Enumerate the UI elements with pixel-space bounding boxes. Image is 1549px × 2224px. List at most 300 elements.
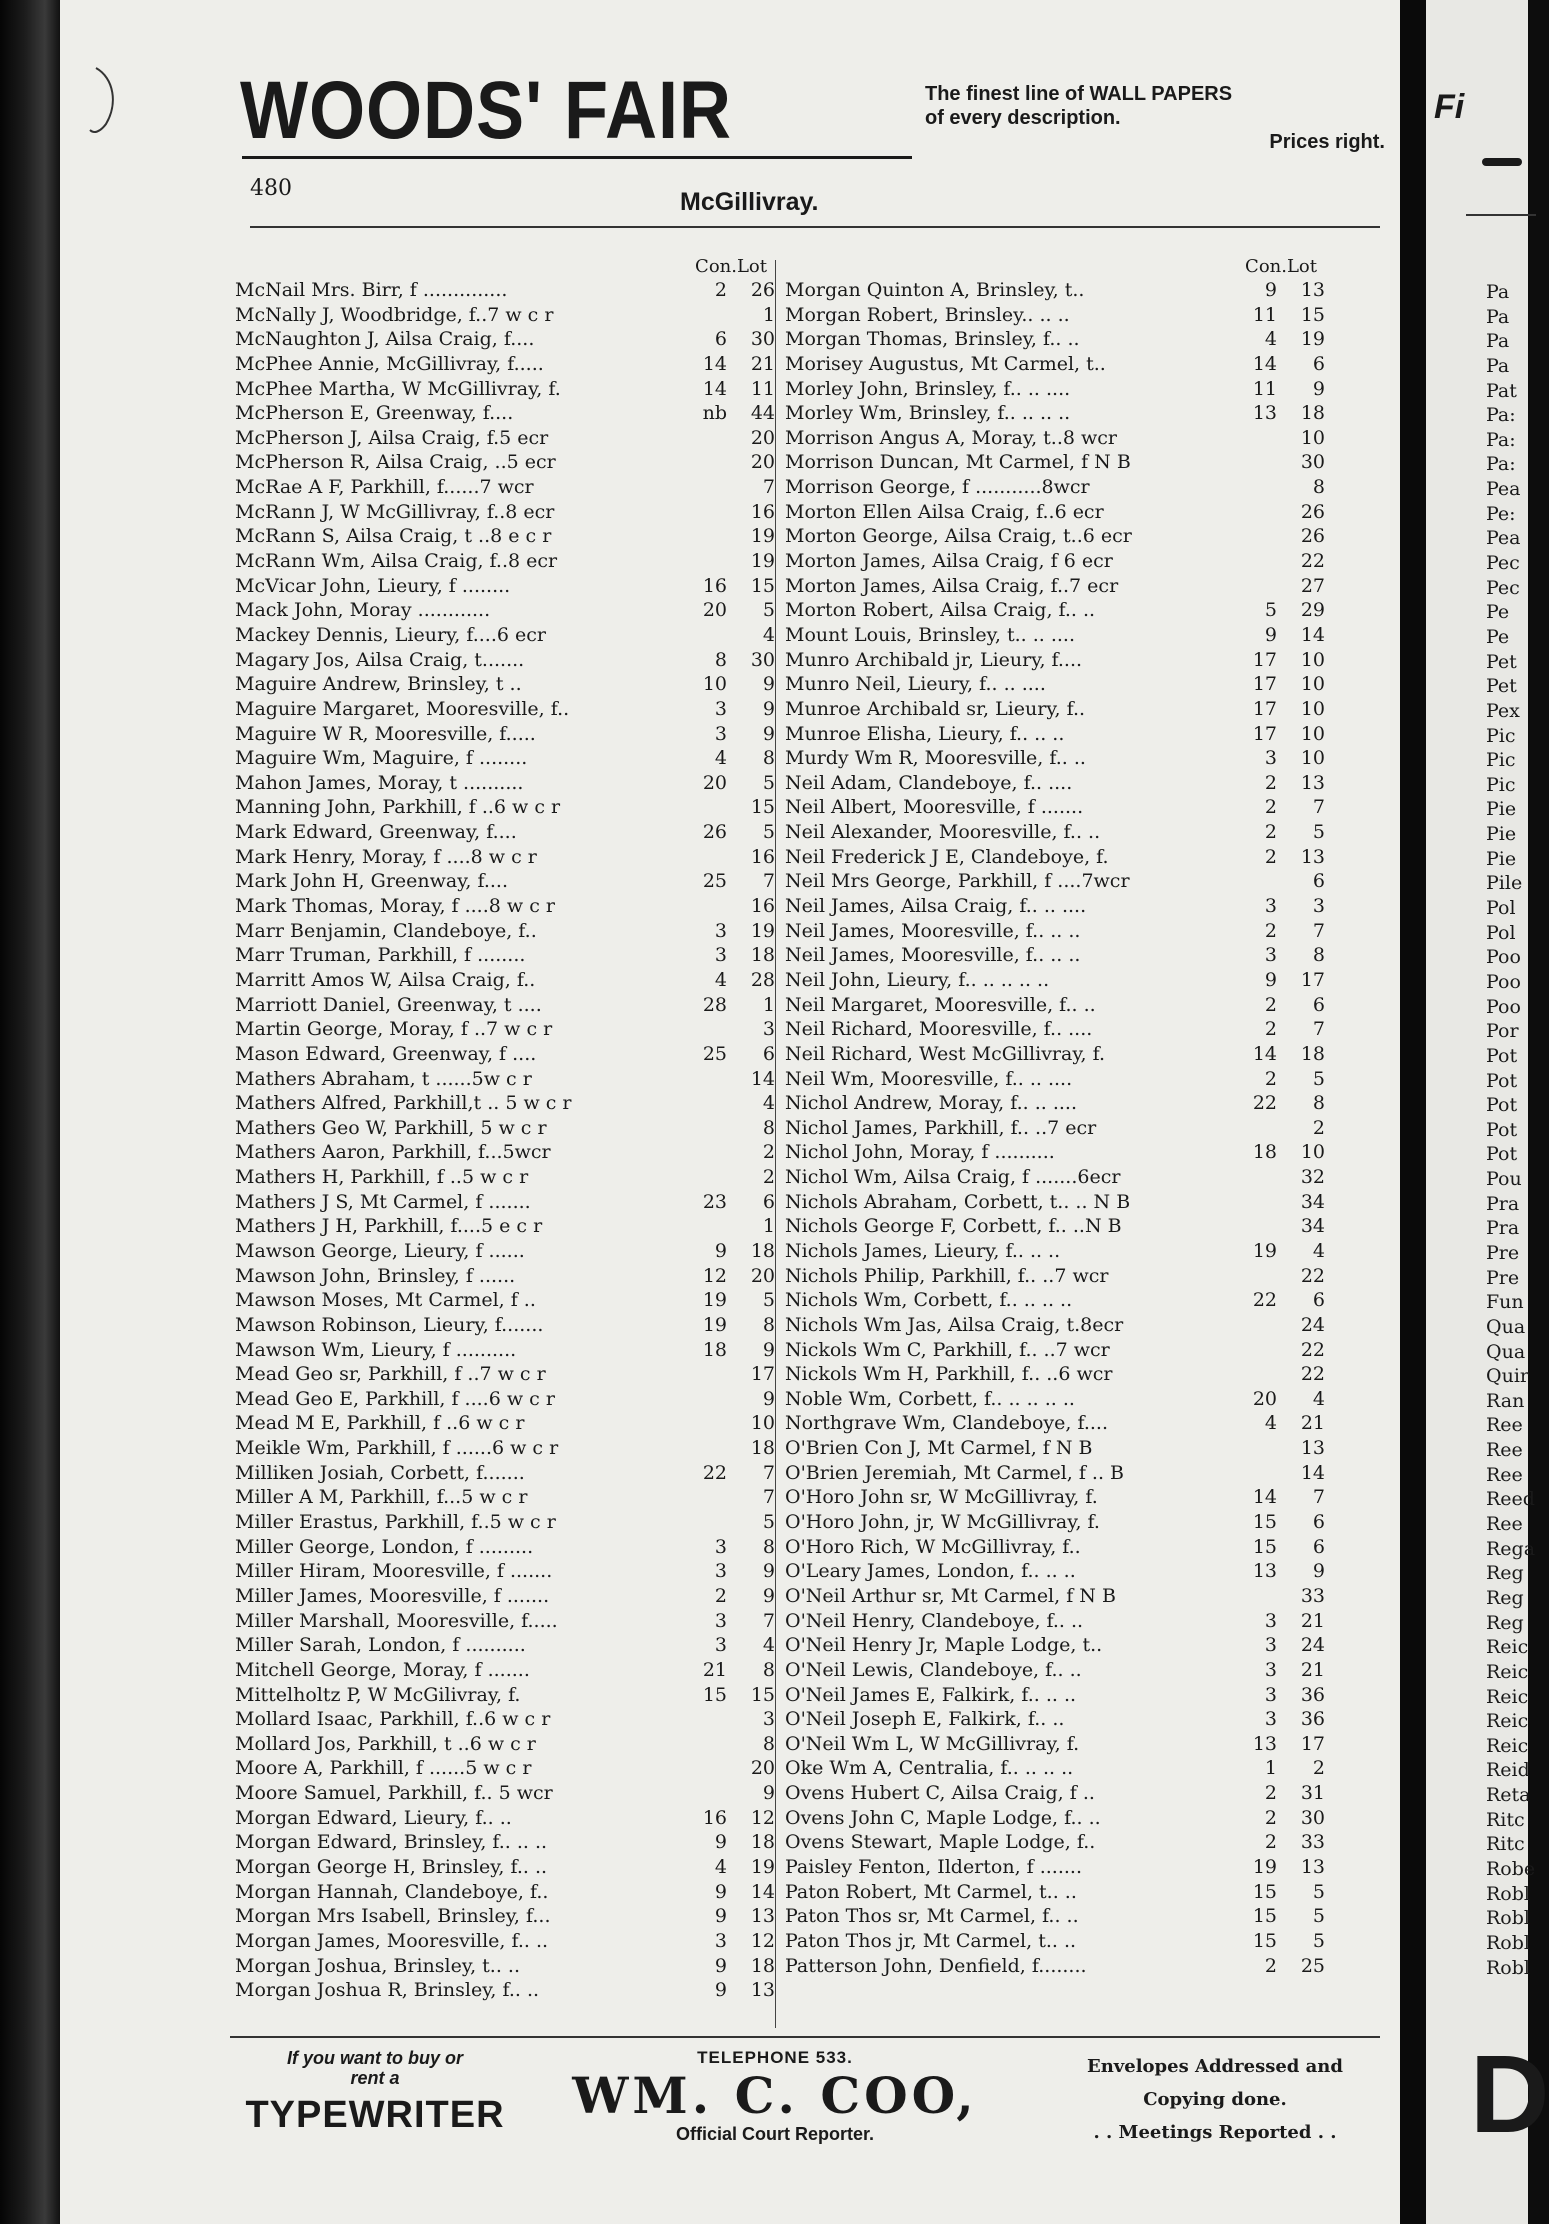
- directory-entry: [785, 968, 1325, 993]
- directory-entry: [235, 377, 775, 402]
- entry-name: Nichol Andrew, Moray, f.. .. ....: [785, 1092, 1078, 1115]
- telephone-number: TELEPHONE 533.: [697, 2048, 853, 2067]
- entry-name: Mount Louis, Brinsley, t.. .. ....: [785, 623, 1075, 646]
- directory-entry: [235, 1436, 775, 1461]
- entry-name: Morgan Robert, Brinsley.. .. ..: [785, 303, 1070, 326]
- directory-entry: [235, 574, 775, 599]
- entry-name: Morley Wm, Brinsley, f.. .. .. ..: [785, 402, 1071, 425]
- directory-entry: [785, 1904, 1325, 1929]
- binding-edge: [0, 0, 60, 2224]
- entry-lot: 10: [1300, 673, 1325, 696]
- entry-name: Mathers Geo W, Parkhill, 5 w c r: [235, 1116, 547, 1139]
- directory-entry: [785, 1165, 1325, 1190]
- entry-lot: 5: [1312, 1905, 1325, 1928]
- entry-lot: 3: [762, 1708, 775, 1731]
- directory-entry: [235, 1091, 775, 1116]
- directory-entry: [235, 1781, 775, 1806]
- directory-entry: [785, 1559, 1325, 1584]
- directory-entry: [785, 845, 1325, 870]
- entry-name: Neil Albert, Mooresville, f .......: [785, 796, 1084, 819]
- entry-name: Mark Henry, Moray, f ....8 w c r: [235, 845, 537, 868]
- directory-entry: [785, 1806, 1325, 1831]
- entry-lot: 30: [750, 648, 775, 671]
- directory-entry: [235, 1017, 775, 1042]
- entry-lot: 18: [1300, 402, 1325, 425]
- next-page-stub: Reic: [1486, 1636, 1529, 1659]
- services-line-2: Copying done.: [1143, 2089, 1287, 2110]
- entry-name: Munroe Archibald sr, Lieury, f..: [785, 697, 1086, 720]
- directory-entry: [785, 795, 1325, 820]
- next-page-stub: Pa:: [1486, 428, 1516, 451]
- entry-con: 13: [1252, 1560, 1277, 1583]
- entry-lot: 8: [762, 1116, 775, 1139]
- directory-entry: [235, 1880, 775, 1905]
- entry-con: 22: [702, 1461, 727, 1484]
- entry-con: 13: [1252, 1732, 1277, 1755]
- entry-con: 16: [702, 574, 727, 597]
- entry-lot: 7: [762, 1461, 775, 1484]
- entry-lot: 13: [1300, 1856, 1325, 1878]
- next-page-stub: Qua: [1486, 1340, 1526, 1363]
- next-page-stub: Quir: [1486, 1365, 1529, 1388]
- entry-con: 26: [702, 821, 727, 844]
- entry-lot: 5: [762, 1289, 775, 1312]
- directory-entry: [235, 1067, 775, 1092]
- entry-name: Neil Wm, Mooresville, f.. .. ....: [785, 1067, 1073, 1090]
- entry-lot: 14: [750, 1067, 775, 1090]
- entry-con: 15: [702, 1683, 727, 1706]
- next-page-stub: Ritc: [1486, 1808, 1525, 1831]
- next-page-stub: Pot: [1486, 1143, 1518, 1166]
- entry-con: 14: [1252, 1486, 1277, 1509]
- entry-con: 18: [1252, 1141, 1277, 1164]
- directory-entry: [785, 1880, 1325, 1905]
- footer-rule: [230, 2036, 1380, 2038]
- entry-name: Mead Geo sr, Parkhill, f ..7 w c r: [235, 1363, 546, 1386]
- entry-lot: 26: [750, 279, 775, 301]
- entry-con: 15: [1252, 1511, 1277, 1534]
- next-page-stub: Pic: [1486, 749, 1516, 772]
- entry-name: Neil Adam, Clandeboye, f.. ....: [785, 771, 1073, 794]
- court-reporter-ad: [550, 2048, 1000, 2145]
- entry-lot: 7: [1312, 919, 1325, 942]
- directory-entry: [235, 672, 775, 697]
- ad-tagline-2: of every description.: [925, 107, 1121, 129]
- entry-con: 1: [1264, 1757, 1277, 1780]
- entry-con: 25: [702, 870, 727, 893]
- next-page-stub: Pe: [1486, 601, 1510, 624]
- entry-name: Miller James, Mooresville, f .......: [235, 1584, 550, 1607]
- entry-name: Neil James, Mooresville, f.. .. ..: [785, 944, 1081, 967]
- directory-entry: [235, 1140, 775, 1165]
- directory-entry: [235, 1609, 775, 1634]
- ad-tagline: [925, 82, 1395, 154]
- entry-lot: 21: [1300, 1658, 1325, 1681]
- entry-name: Nickols Wm C, Parkhill, f.. ..7 wcr: [785, 1338, 1110, 1361]
- entry-lot: 22: [1300, 1264, 1325, 1287]
- entry-con: 3: [1264, 1609, 1277, 1632]
- entry-name: Magary Jos, Ailsa Craig, t.......: [235, 648, 525, 671]
- directory-entry: [235, 1830, 775, 1855]
- entry-name: Morgan James, Mooresville, f.. ..: [235, 1929, 549, 1952]
- entry-con: 3: [714, 944, 727, 967]
- directory-entry: [785, 1017, 1325, 1042]
- next-page-stub: Pet: [1486, 675, 1517, 698]
- entry-name: Mathers J H, Parkhill, f....5 e c r: [235, 1215, 543, 1238]
- entry-name: Nichols Abraham, Corbett, t.. .. N B: [785, 1190, 1131, 1213]
- entry-name: Paton Thos sr, Mt Carmel, f.. ..: [785, 1905, 1079, 1928]
- entry-lot: 13: [1300, 279, 1325, 301]
- directory-entry: [235, 1929, 775, 1954]
- next-page-stub: Reic: [1486, 1710, 1529, 1733]
- entry-name: Neil Frederick J E, Clandeboye, f.: [785, 845, 1109, 868]
- entry-con: 3: [714, 722, 727, 745]
- entry-lot: 36: [1300, 1683, 1325, 1706]
- next-page-stub: Robl: [1486, 1907, 1530, 1930]
- entry-con: 3: [714, 697, 727, 720]
- directory-entry: [235, 500, 775, 525]
- next-page-stub: Pot: [1486, 1118, 1518, 1141]
- next-page-big-letter: D: [1470, 2033, 1549, 2156]
- entry-name: McNaughton J, Ailsa Craig, f....: [235, 328, 535, 351]
- entry-lot: 19: [1300, 328, 1325, 351]
- directory-entry: [785, 894, 1325, 919]
- entry-lot: 4: [1312, 1387, 1325, 1410]
- entry-name: Mackey Dennis, Lieury, f....6 ecr: [235, 623, 546, 646]
- entry-name: McPherson R, Ailsa Craig, ..5 ecr: [235, 451, 556, 474]
- directory-page: [60, 0, 1400, 2224]
- directory-entry: [785, 1584, 1325, 1609]
- entry-name: Neil Alexander, Mooresville, f.. ..: [785, 821, 1101, 844]
- entry-con: 19: [702, 1289, 727, 1312]
- entry-name: McPhee Annie, McGillivray, f.....: [235, 352, 544, 375]
- entry-lot: 5: [762, 1511, 775, 1534]
- entry-name: Morton James, Ailsa Craig, f 6 ecr: [785, 550, 1113, 573]
- entry-name: Morgan George H, Brinsley, f.. ..: [235, 1856, 548, 1878]
- directory-entry: [235, 968, 775, 993]
- entry-name: Northgrave Wm, Clandeboye, f....: [785, 1412, 1108, 1435]
- entry-lot: 18: [750, 1239, 775, 1262]
- directory-entry: [785, 352, 1325, 377]
- entry-con: 9: [1264, 623, 1277, 646]
- directory-entry: [235, 1707, 775, 1732]
- entry-lot: 10: [1300, 648, 1325, 671]
- entry-con: 9: [714, 1880, 727, 1903]
- directory-entry: [235, 648, 775, 673]
- entry-lot: 13: [750, 1979, 775, 2002]
- directory-entry: [785, 1535, 1325, 1560]
- directory-entry: [785, 401, 1325, 426]
- next-page-rule: [1466, 214, 1536, 216]
- entry-con: 2: [1264, 796, 1277, 819]
- entry-name: Nichols James, Lieury, f.. .. ..: [785, 1239, 1061, 1262]
- entry-lot: 13: [1300, 771, 1325, 794]
- entry-name: O'Leary James, London, f.. .. ..: [785, 1560, 1076, 1583]
- entry-lot: 8: [762, 1658, 775, 1681]
- entry-lot: 29: [1300, 599, 1325, 622]
- next-page-stub: Pie: [1486, 823, 1517, 846]
- entry-name: Maguire Andrew, Brinsley, t ..: [235, 673, 522, 696]
- typewriter-line-1: If you want to buy or: [287, 2048, 463, 2068]
- next-page-stub: Pile: [1486, 872, 1523, 895]
- directory-entry: [235, 795, 775, 820]
- directory-entry: [235, 1116, 775, 1141]
- directory-entry: [235, 1288, 775, 1313]
- entry-name: Neil James, Ailsa Craig, f.. .. ....: [785, 895, 1087, 918]
- entry-con: 2: [1264, 1831, 1277, 1854]
- next-page-stub: Por: [1486, 1020, 1519, 1043]
- entry-lot: 10: [1300, 747, 1325, 770]
- entry-con: 15: [1252, 1929, 1277, 1952]
- entry-lot: 32: [1300, 1166, 1325, 1189]
- left-column-header: Con.Lot: [695, 256, 767, 277]
- entry-con: 3: [1264, 944, 1277, 967]
- next-page-stub: Poo: [1486, 970, 1521, 993]
- directory-entry: [785, 1140, 1325, 1165]
- entry-lot: 16: [750, 500, 775, 523]
- entry-name: Mathers Abraham, t ......5w c r: [235, 1067, 532, 1090]
- entry-name: Mark Edward, Greenway, f....: [235, 821, 517, 844]
- entry-name: Mahon James, Moray, t ..........: [235, 771, 524, 794]
- entry-name: Paton Robert, Mt Carmel, t.. ..: [785, 1880, 1077, 1903]
- ad-tagline-1: The finest line of WALL PAPERS: [925, 83, 1233, 105]
- next-page-stub: Rega: [1486, 1537, 1536, 1560]
- entry-lot: 9: [762, 1782, 775, 1805]
- entry-lot: 10: [1300, 697, 1325, 720]
- directory-entry: [235, 327, 775, 352]
- directory-entry: [785, 672, 1325, 697]
- next-page-header-fragment: Fi: [1434, 88, 1465, 126]
- next-page-stub: Pic: [1486, 773, 1516, 796]
- directory-entry: [785, 1510, 1325, 1535]
- directory-entry: [785, 919, 1325, 944]
- entry-lot: 6: [1312, 1511, 1325, 1534]
- entry-name: Neil Margaret, Mooresville, f.. ..: [785, 993, 1096, 1016]
- entry-lot: 1: [762, 303, 775, 326]
- entry-lot: 28: [750, 968, 775, 991]
- next-page-stub: Reg: [1486, 1562, 1524, 1585]
- directory-entry: [235, 1732, 775, 1757]
- entry-con: 2: [1264, 919, 1277, 942]
- entry-lot: 7: [762, 870, 775, 893]
- directory-entry: [235, 426, 775, 451]
- entry-con: nb: [702, 402, 727, 425]
- directory-entry: [235, 549, 775, 574]
- directory-entry: [785, 1288, 1325, 1313]
- ad-underline: [242, 156, 912, 159]
- directory-entry: [785, 746, 1325, 771]
- entry-name: Mark Thomas, Moray, f ....8 w c r: [235, 895, 555, 918]
- directory-entry: [235, 1042, 775, 1067]
- entry-con: 6: [714, 328, 727, 351]
- entry-lot: 8: [1312, 944, 1325, 967]
- entry-con: 25: [702, 1042, 727, 1065]
- entry-con: 10: [702, 673, 727, 696]
- entry-con: 22: [1252, 1092, 1277, 1115]
- entry-lot: 13: [1300, 845, 1325, 868]
- directory-entry: [785, 1116, 1325, 1141]
- directory-entry: [235, 475, 775, 500]
- entry-name: Ovens Hubert C, Ailsa Craig, f ..: [785, 1782, 1095, 1805]
- entry-lot: 5: [762, 821, 775, 844]
- entry-name: Mollard Isaac, Parkhill, f..6 w c r: [235, 1708, 551, 1731]
- entry-name: Munroe Elisha, Lieury, f.. .. ..: [785, 722, 1065, 745]
- entry-con: 9: [714, 1831, 727, 1854]
- next-page-stub: Reg: [1486, 1611, 1524, 1634]
- directory-entry: [785, 1411, 1325, 1436]
- entry-lot: 5: [762, 771, 775, 794]
- entry-lot: 18: [750, 944, 775, 967]
- directory-entry: [235, 1338, 775, 1363]
- directory-entry: [785, 943, 1325, 968]
- entry-con: 14: [702, 352, 727, 375]
- directory-entry: [235, 352, 775, 377]
- entry-name: Mathers J S, Mt Carmel, f .......: [235, 1190, 531, 1213]
- entry-lot: 6: [1312, 1289, 1325, 1312]
- entry-lot: 33: [1300, 1831, 1325, 1854]
- directory-entry: [235, 1904, 775, 1929]
- entry-name: Nichols George F, Corbett, f.. ..N B: [785, 1215, 1122, 1238]
- directory-entry: [785, 278, 1325, 303]
- next-page-stub: Pra: [1486, 1192, 1520, 1215]
- entry-con: 15: [1252, 1535, 1277, 1558]
- entry-name: Mitchell George, Moray, f .......: [235, 1658, 530, 1681]
- entry-lot: 16: [750, 845, 775, 868]
- entry-con: 3: [1264, 895, 1277, 918]
- entry-name: Morgan Joshua, Brinsley, t.. ..: [235, 1954, 520, 1977]
- entry-lot: 18: [1300, 1042, 1325, 1065]
- entry-lot: 18: [750, 1954, 775, 1977]
- entry-con: 3: [714, 1535, 727, 1558]
- next-page-dash: [1482, 158, 1522, 166]
- directory-entry: [785, 1609, 1325, 1634]
- entry-lot: 20: [750, 1264, 775, 1287]
- entry-name: McPhee Martha, W McGillivray, f.: [235, 377, 561, 400]
- entry-lot: 9: [762, 673, 775, 696]
- directory-entry: [235, 1190, 775, 1215]
- entry-name: O'Neil Joseph E, Falkirk, f.. ..: [785, 1708, 1065, 1731]
- entry-lot: 34: [1300, 1215, 1325, 1238]
- entry-name: McPherson J, Ailsa Craig, f.5 ecr: [235, 426, 549, 449]
- entry-name: Meikle Wm, Parkhill, f ......6 w c r: [235, 1437, 559, 1460]
- entry-name: Maguire W R, Mooresville, f.....: [235, 722, 536, 745]
- entry-name: O'Neil Henry, Clandeboye, f.. ..: [785, 1609, 1084, 1632]
- directory-entry: [235, 722, 775, 747]
- directory-entry: [785, 1042, 1325, 1067]
- next-page-stub: Fun: [1486, 1291, 1524, 1314]
- entry-con: 28: [702, 993, 727, 1016]
- entry-name: Nichol Wm, Ailsa Craig, f .......6ecr: [785, 1166, 1121, 1189]
- entry-lot: 20: [750, 426, 775, 449]
- directory-entry: [235, 1165, 775, 1190]
- entry-con: 2: [1264, 771, 1277, 794]
- directory-entry: [785, 1214, 1325, 1239]
- entry-name: Mason Edward, Greenway, f ....: [235, 1042, 537, 1065]
- entry-name: Marriott Daniel, Greenway, t ....: [235, 993, 542, 1016]
- entry-lot: 44: [750, 402, 775, 425]
- entry-lot: 9: [762, 722, 775, 745]
- company-name: WM. C. COO,: [572, 2066, 978, 2125]
- entry-lot: 17: [1300, 1732, 1325, 1755]
- header-rule: [250, 226, 1380, 228]
- entry-con: 9: [1264, 279, 1277, 301]
- next-page-stub: Robe: [1486, 1858, 1536, 1880]
- entry-lot: 19: [750, 919, 775, 942]
- directory-entry: [235, 894, 775, 919]
- directory-entry: [785, 1732, 1325, 1757]
- entry-name: Moore A, Parkhill, f ......5 w c r: [235, 1757, 532, 1780]
- entry-name: O'Horo Rich, W McGillivray, f..: [785, 1535, 1081, 1558]
- entry-lot: 6: [1312, 870, 1325, 893]
- entry-lot: 9: [1312, 1560, 1325, 1583]
- directory-entry: [235, 1362, 775, 1387]
- directory-entry: [235, 746, 775, 771]
- entry-con: 4: [714, 747, 727, 770]
- entry-name: Morgan Quinton A, Brinsley, t..: [785, 279, 1085, 301]
- entry-name: O'Neil Wm L, W McGillivray, f.: [785, 1732, 1080, 1755]
- directory-entry: [235, 771, 775, 796]
- next-page-stub: Pa: [1486, 354, 1510, 377]
- entry-lot: 7: [1312, 1018, 1325, 1041]
- entry-name: Morrison Angus A, Moray, t..8 wcr: [785, 426, 1117, 449]
- directory-entry: [785, 1830, 1325, 1855]
- entry-lot: 18: [750, 1831, 775, 1854]
- right-column-header: Con.Lot: [1245, 256, 1317, 277]
- entry-name: Morton Robert, Ailsa Craig, f.. ..: [785, 599, 1096, 622]
- entry-name: Morley John, Brinsley, f.. .. ....: [785, 377, 1071, 400]
- entry-lot: 7: [762, 476, 775, 499]
- directory-entry: [785, 1633, 1325, 1658]
- next-page-stub: Pot: [1486, 1094, 1518, 1117]
- entry-name: Munro Archibald jr, Lieury, f....: [785, 648, 1083, 671]
- entry-name: Marr Truman, Parkhill, f ........: [235, 944, 526, 967]
- next-page-stub: Poo: [1486, 946, 1521, 969]
- directory-entry: [235, 1313, 775, 1338]
- entry-con: 5: [1264, 599, 1277, 622]
- entry-lot: 5: [762, 599, 775, 622]
- entry-name: Mathers H, Parkhill, f ..5 w c r: [235, 1166, 529, 1189]
- directory-entry: [235, 1978, 775, 2003]
- entry-con: 3: [714, 919, 727, 942]
- entry-lot: 7: [762, 1486, 775, 1509]
- next-page-stub: Pe:: [1486, 502, 1516, 525]
- directory-entry: [785, 1756, 1325, 1781]
- typewriter-line-2: rent a: [350, 2068, 400, 2088]
- entry-lot: 10: [1300, 722, 1325, 745]
- entry-name: Neil Mrs George, Parkhill, f ....7wcr: [785, 870, 1130, 893]
- entry-lot: 9: [1312, 377, 1325, 400]
- entry-con: 3: [1264, 1708, 1277, 1731]
- next-page-stub: Reic: [1486, 1734, 1529, 1757]
- next-page-stub: Pic: [1486, 724, 1516, 747]
- entry-name: Morgan Mrs Isabell, Brinsley, f...: [235, 1905, 551, 1928]
- entry-con: 3: [1264, 1634, 1277, 1657]
- entry-lot: 18: [750, 1437, 775, 1460]
- entry-con: 3: [1264, 1683, 1277, 1706]
- entry-con: 9: [1264, 968, 1277, 991]
- entry-name: Mack John, Moray ............: [235, 599, 491, 622]
- entry-lot: 24: [1300, 1313, 1325, 1336]
- directory-entry: [235, 1411, 775, 1436]
- entry-con: 3: [714, 1560, 727, 1583]
- entry-con: 4: [714, 1856, 727, 1878]
- next-page-stub: Pa: [1486, 305, 1510, 328]
- entry-name: McNail Mrs. Birr, f ..............: [235, 279, 508, 301]
- next-page-stub: Ree: [1486, 1439, 1523, 1462]
- next-page-stub: Pex: [1486, 699, 1520, 722]
- entry-con: 3: [714, 1634, 727, 1657]
- next-page-stub: Pa: [1486, 330, 1510, 353]
